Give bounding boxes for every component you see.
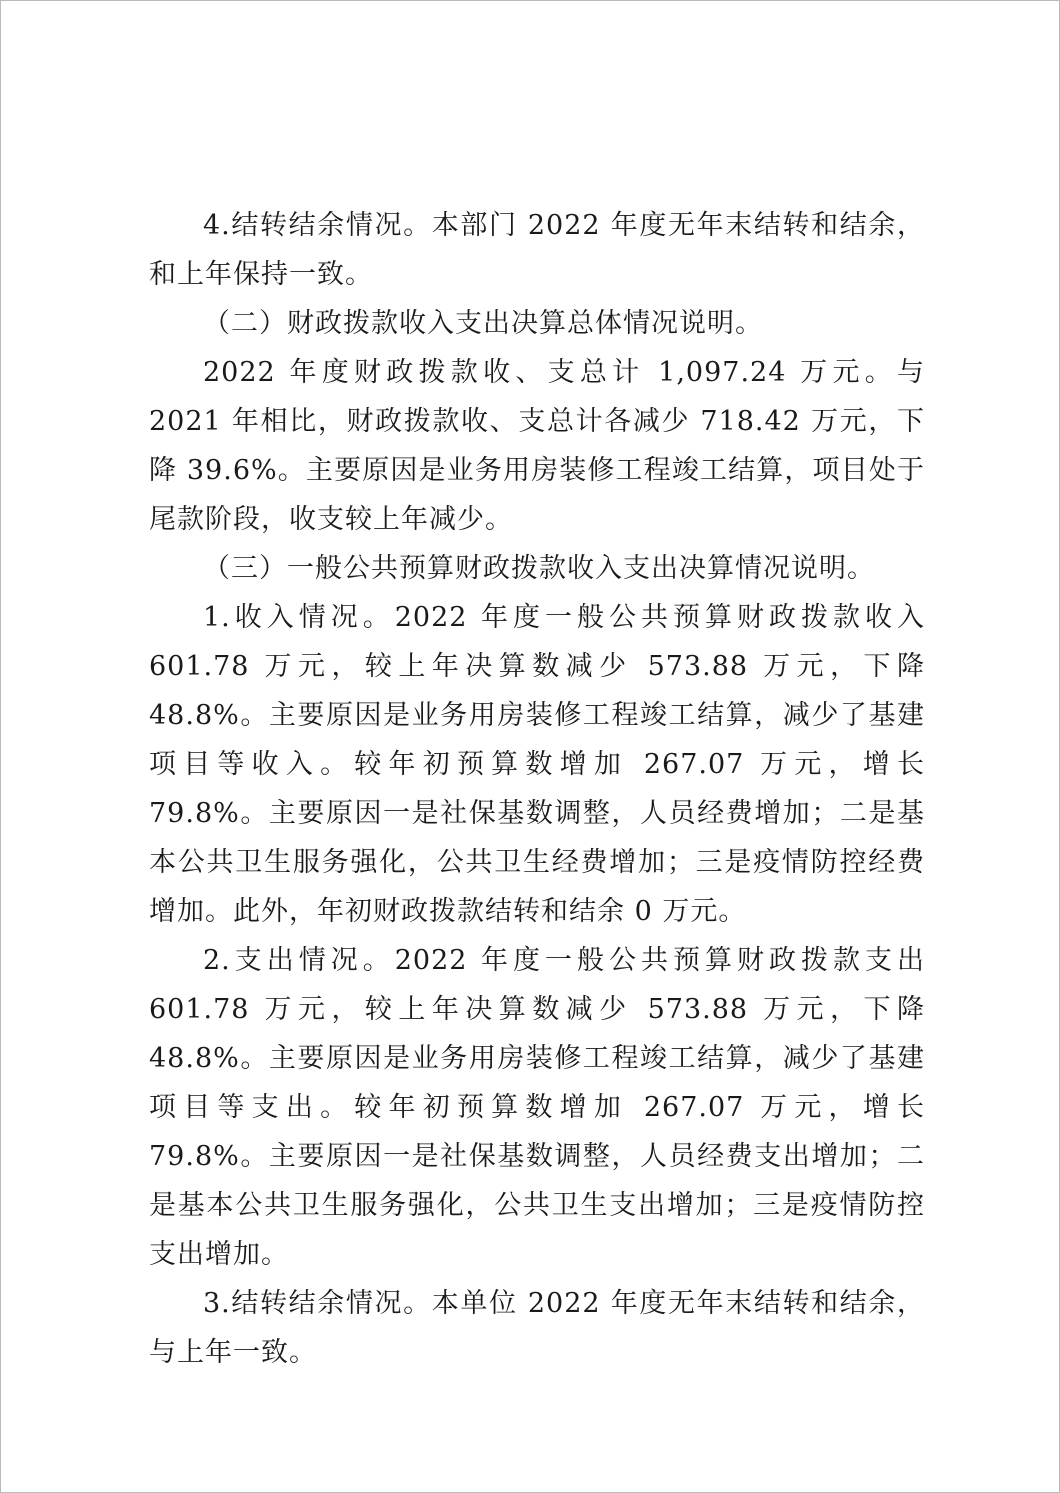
paragraph-income: 1.收入情况。2022 年度一般公共预算财政拨款收入 601.78 万元，较上年决算数减少 573.88 万元，下降 48.8%。主要原因是业务用房装修工程竣工结算，减少了基建项目等收入。较年初预算数增加 267.07 万元，增长 79.8%。主要原因一是社保基数调整，人员经费增加；二是基本公共卫生服务强化，公共卫生经费增加；三是疫情防控经费增加。此外，年初财政拨款结转和结余 0 万元。 [149,602,925,927]
paragraph-expenditure: 2.支出情况。2022 年度一般公共预算财政拨款支出 601.78 万元，较上年决算数减少 573.88 万元，下降 48.8%。主要原因是业务用房装修工程竣工结算，减少了基建项目等支出。较年初预算数增加 267.07 万元，增长 79.8%。主要原因一是社保基数调整，人员经费支出增加；二是基本公共卫生服务强化，公共卫生支出增加；三是疫情防控支出增加。 [149,945,925,1270]
section-heading-general-budget: （三）一般公共预算财政拨款收入支出决算情况说明。 [203,553,875,584]
section-heading-fiscal-overall: （二）财政拨款收入支出决算总体情况说明。 [203,308,763,339]
paragraph-fiscal-overall: 2022 年度财政拨款收、支总计 1,097.24 万元。与 2021 年相比，财政拨款收、支总计各减少 718.42 万元，下降 39.6%。主要原因是业务用房装修工程竣工结算，项目处于尾款阶段，收支较上年减少。 [149,357,925,535]
paragraph-carryover-unit: 3.结转结余情况。本单位 2022 年度无年末结转和结余，与上年一致。 [149,1288,925,1368]
document-body [149,201,925,1377]
paragraph-carryover-dept: 4.结转结余情况。本部门 2022 年度无年末结转和结余，和上年保持一致。 [149,210,925,290]
